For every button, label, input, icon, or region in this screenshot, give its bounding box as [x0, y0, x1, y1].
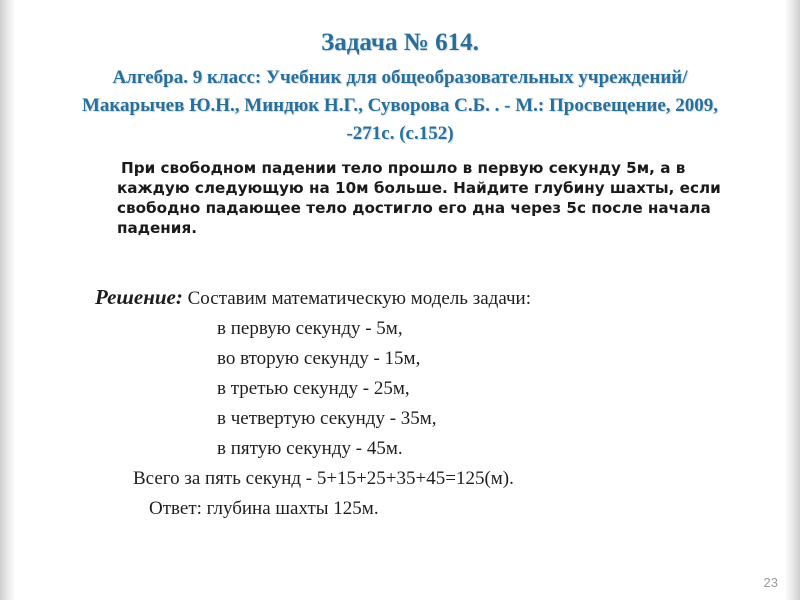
solution-block [95, 282, 735, 524]
source-line-1: Алгебра. 9 класс: Учебник для общеобразовательных учреждений/ [112, 67, 688, 88]
page-number: 23 [763, 575, 778, 590]
solution-total: Всего за пять секунд - 5+15+25+35+45=125(м). [133, 468, 514, 489]
solution-answer: Ответ: глубина шахты 125м. [149, 498, 379, 519]
solution-step: в первую секунду - 5м, [217, 318, 403, 339]
solution-step: в третью секунду - 25м, [217, 378, 410, 399]
left-decorative-strip [0, 0, 14, 600]
solution-heading [95, 282, 735, 314]
solution-step: во вторую секунду - 15м, [217, 348, 421, 369]
problem-statement: При свободном падении тело прошло в первую секунду 5м, а в каждую следующую на 10м больше. Найдите глубину шахты, если свободно падающее тело достигло его дна через 5с после начала падения. [117, 159, 721, 237]
right-decorative-strip [786, 0, 800, 600]
source-line-2: Макарычев Ю.Н., Миндюк Н.Г., Суворова С.Б. . - М.: Просвещение, 2009, [81, 95, 719, 116]
solution-step: в пятую секунду - 45м. [217, 438, 403, 459]
slide-title [20, 28, 780, 148]
solution-label: Решение: [95, 285, 183, 309]
solution-intro: Составим математическую модель задачи: [187, 288, 532, 309]
solution-step: в четвертую секунду - 35м, [217, 408, 437, 429]
task-number: Задача № 614. [321, 29, 479, 56]
source-line-3: -271с. (с.152) [346, 123, 454, 144]
